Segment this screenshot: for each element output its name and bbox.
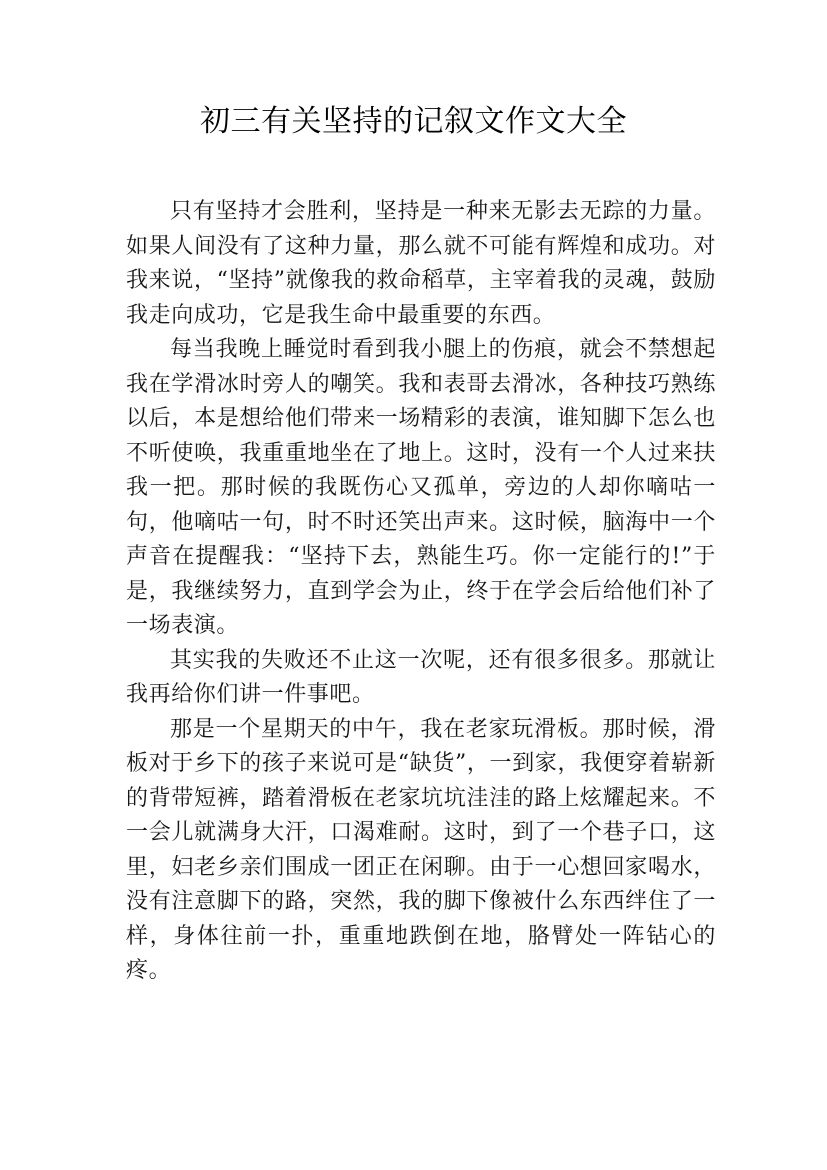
paragraph: 那是一个星期天的中午，我在老家玩滑板。那时候，滑板对于乡下的孩子来说可是“缺货”，一到家，我便穿着崭新的背带短裤，踏着滑板在老家坑坑洼洼的路上炫耀起来。不一会儿就满身大汗，口渴难耐。这时，到了一个巷子口，这里，妇老乡亲们围成一团正在闲聊。由于一心想回家喝水，没有注意脚下的路，突然，我的脚下像被什么东西绊住了一样，身体往前一扑，重重地跌倒在地，胳臂处一阵钻心的疼。 bbox=[126, 716, 716, 983]
document-title: 初三有关坚持的记叙文作文大全 bbox=[200, 104, 627, 139]
paragraph: 只有坚持才会胜利，坚持是一种来无影去无踪的力量。如果人间没有了这种力量，那么就不可能有辉煌和成功。对我来说，“坚持”就像我的救命稻草，主宰着我的灵魂，鼓励我走向成功，它是我生命中最重要的东西。 bbox=[126, 199, 716, 328]
paragraph: 每当我晚上睡觉时看到我小腿上的伤痕，就会不禁想起我在学滑冰时旁人的嘲笑。我和表哥去滑冰，各种技巧熟练以后，本是想给他们带来一场精彩的表演，谁知脚下怎么也不听使唤，我重重地坐在了地上。这时，没有一个人过来扶我一把。那时候的我既伤心又孤单，旁边的人却你嘀咕一句，他嘀咕一句，时不时还笑出声来。这时候，脑海中一个声音在提醒我：“坚持下去，熟能生巧。你一定能行的!”于是，我继续努力，直到学会为止，终于在学会后给他们补了一场表演。 bbox=[126, 337, 716, 638]
document-body bbox=[126, 195, 716, 989]
paragraph: 其实我的失败还不止这一次呢，还有很多很多。那就让我再给你们讲一件事吧。 bbox=[126, 647, 716, 707]
